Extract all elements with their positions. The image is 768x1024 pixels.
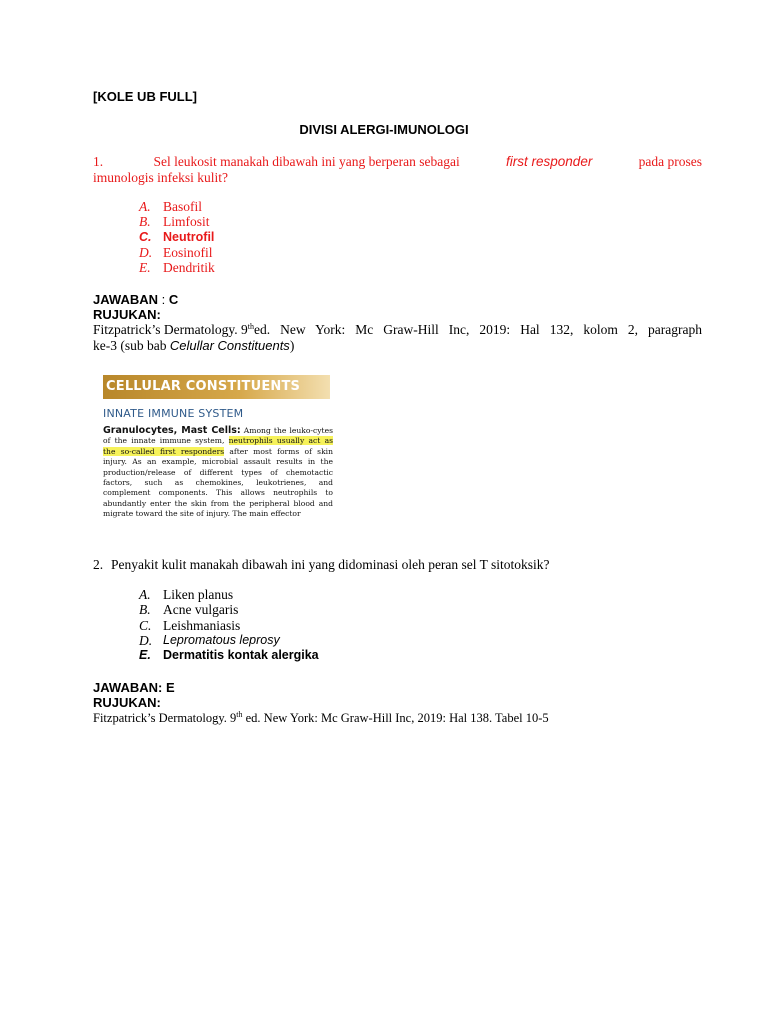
option-e: E. Dendritik <box>139 260 215 276</box>
document-header: [KOLE UB FULL] <box>93 89 197 104</box>
option-a: A. Basofil <box>139 199 202 214</box>
option-c-correct: C. Neutrofil <box>139 229 215 244</box>
question-2-number: 2. <box>93 557 104 572</box>
textbook-excerpt <box>103 375 335 530</box>
option-c: C. Leishmaniasis <box>139 617 241 633</box>
answer-1: JAWABAN : C <box>93 292 179 307</box>
answer-2: JAWABAN: E <box>93 680 175 695</box>
question-1 <box>93 154 702 186</box>
excerpt-highlight: neutrophils usually act as the so-called first responders <box>103 436 333 456</box>
option-e-correct: E. Dermatitis kontak alergika <box>139 648 319 663</box>
reference-label-1: RUJUKAN: <box>93 307 161 322</box>
reference-2: Fitzpatrick’s Dermatology. 9th ed. New York: Mc Graw-Hill Inc, 2019: Hal 138. Tabel 10-5 <box>93 710 549 725</box>
reference-label-2: RUJUKAN: <box>93 695 161 710</box>
question-1-number: 1. <box>93 154 104 169</box>
excerpt-banner: CELLULAR CONSTITUENTS <box>103 375 330 399</box>
question-1-italic-term: first responder <box>506 154 593 169</box>
question-2-options <box>139 587 319 663</box>
question-2-text: Penyakit kulit manakah dibawah ini yang didominasi oleh peran sel T sitotoksik? <box>111 557 550 572</box>
question-2 <box>93 557 702 573</box>
question-1-text-a: Sel leukosit manakah dibawah ini yang berperan sebagai <box>153 154 460 169</box>
option-b: B. Acne vulgaris <box>139 602 239 618</box>
reference-1: Fitzpatrick’s Dermatology. 9th ed. New York: Mc Graw-Hill Inc, 2019: Hal 132, kolom 2, paragraph ke-3 (sub bab Celullar Constituents) <box>93 322 702 353</box>
question-1-options <box>139 199 215 275</box>
division-title: DIVISI ALERGI-IMUNOLOGI <box>299 122 469 137</box>
question-1-line-2: imunologis infeksi kulit? <box>93 170 228 185</box>
excerpt-body: Granulocytes, Mast Cells: Among the leuko-cytes of the innate immune system, neutrophils usually act as the so-called first responders after most forms of skin injury. As an example, microbial assault results in the production/release of different types of chemotactic factors, such as chemokines, leukotrienes, and complement components. This allows neutrophils to abundantly enter the skin from the peripheral blood and migrate toward the site of injury. The main effector <box>103 425 333 519</box>
option-b: B. Limfosit <box>139 214 210 230</box>
option-d: D. Eosinofil <box>139 244 213 260</box>
option-d: D. Lepromatous leprosy <box>139 632 280 648</box>
option-a: A. Liken planus <box>139 587 234 602</box>
question-1-text-b: pada proses <box>638 154 702 169</box>
excerpt-subtitle: INNATE IMMUNE SYSTEM <box>103 407 244 420</box>
